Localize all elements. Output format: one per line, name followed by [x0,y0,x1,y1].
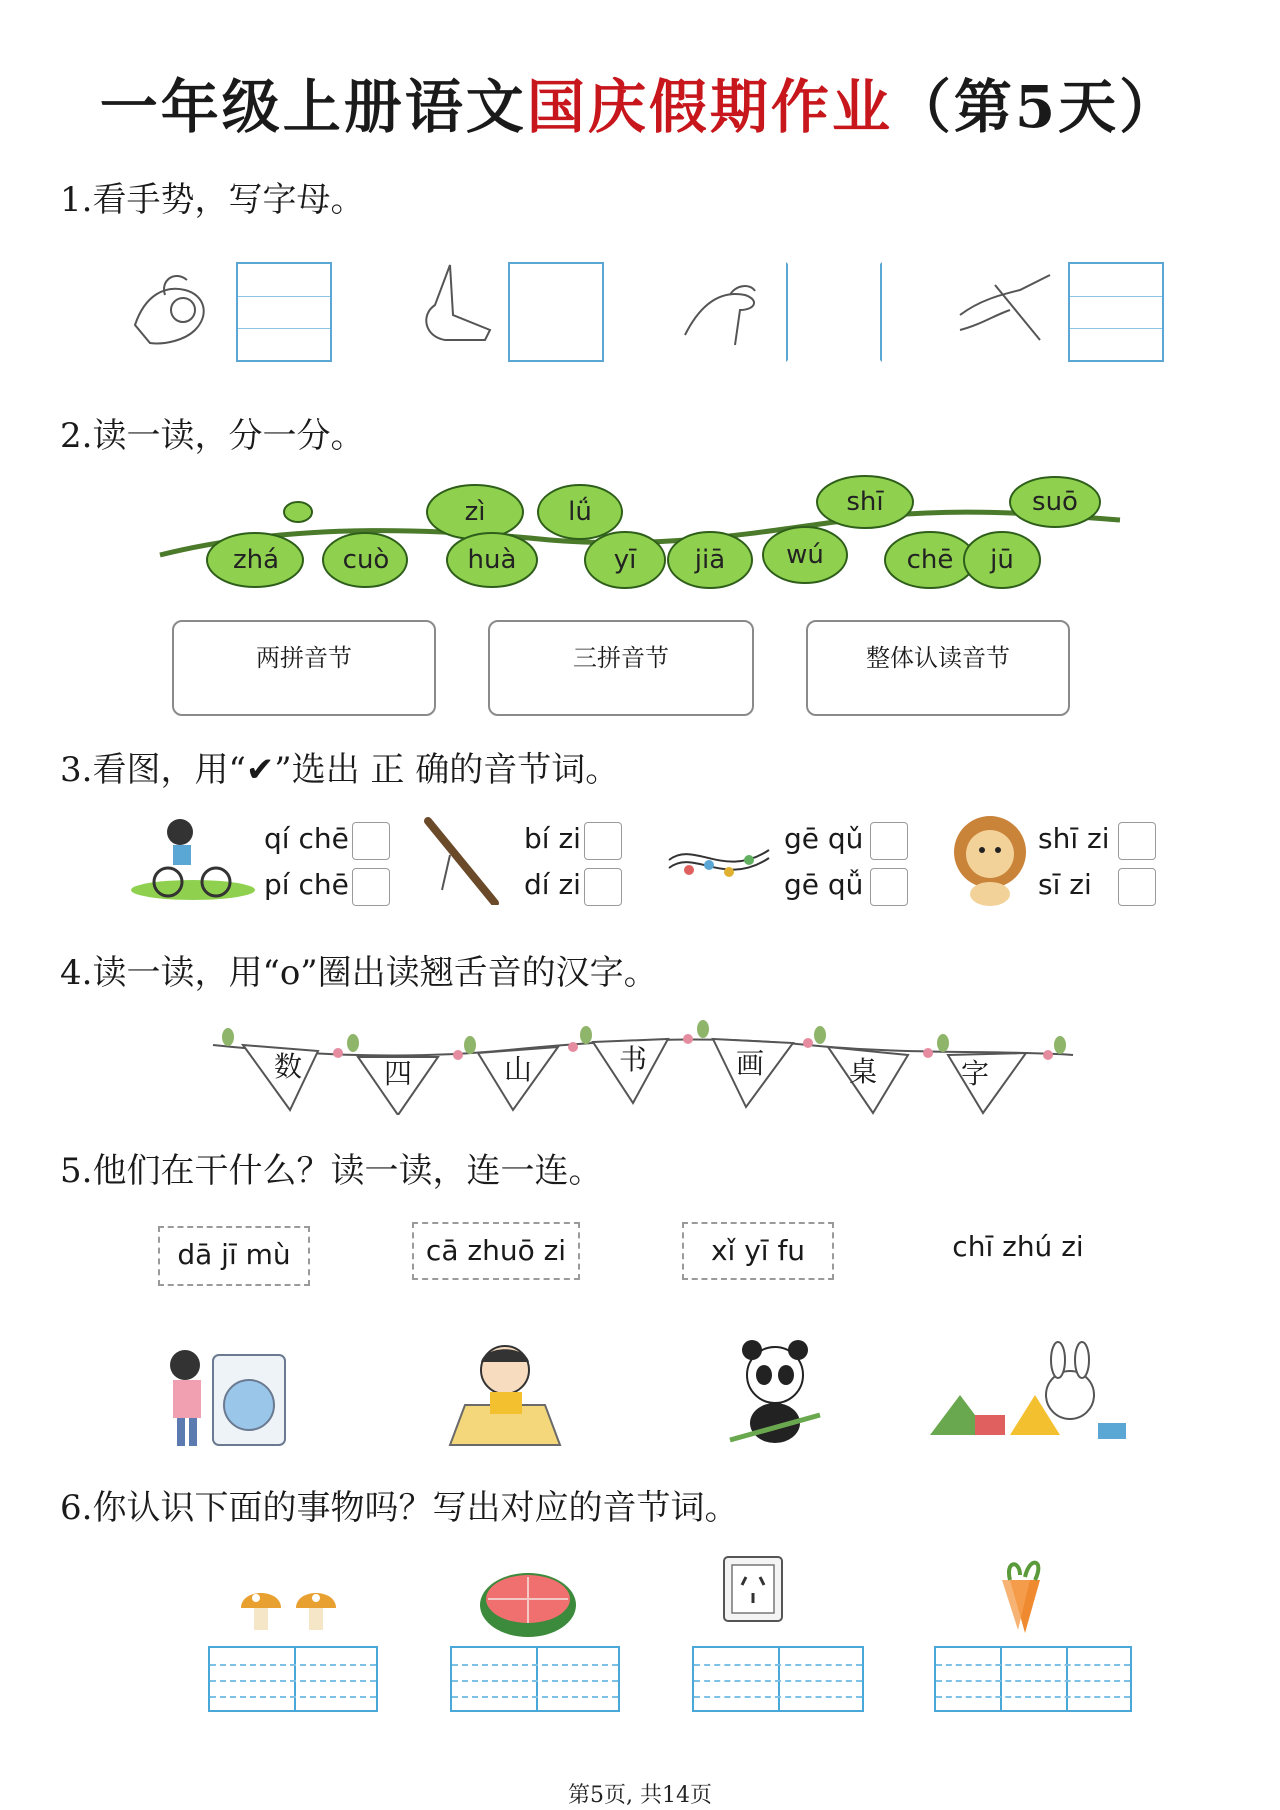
title-highlight: 国庆假期作业 [526,73,893,141]
q1-write-box-2[interactable] [508,262,604,362]
q3-title: 3.看图，用“✔”选出 正 确的音节词。 [60,750,620,790]
syllable-leaf: cuò [342,545,390,575]
hand-c-icon [675,255,775,355]
syllable-leaf: jū [990,545,1014,575]
checkbox[interactable] [352,822,390,860]
flag-char[interactable]: 画 [735,1047,764,1080]
lion-icon [945,812,1035,907]
rabbit-blocks-icon [920,1335,1130,1450]
option-text: sī zi [1038,868,1092,901]
bicycle-rider-icon [128,812,258,902]
syllable-leaf: shī [846,487,884,517]
phrase-box[interactable]: xǐ yī fu [682,1222,834,1280]
checkbox[interactable] [352,868,390,906]
write-grid[interactable] [692,1646,864,1712]
q1-title: 1.看手势，写字母。 [60,180,365,220]
phrase-box[interactable]: chī zhú zi [938,1218,1098,1276]
syllable-leaf: zhá [232,545,280,575]
washing-clothes-icon [155,1340,290,1450]
syllable-leaf: chē [906,545,954,575]
checkbox[interactable] [870,868,908,906]
option-text: bí zi [524,822,581,855]
syllable-leaf: suō [1032,487,1078,517]
flag-char[interactable]: 书 [618,1043,647,1076]
q5-title: 5.他们在干什么？读一读，连一连。 [60,1151,603,1191]
q1-write-box-4[interactable] [1068,262,1164,362]
flag-char[interactable]: 山 [503,1053,532,1086]
hand-l-icon [405,255,505,355]
write-grid[interactable] [208,1646,378,1712]
sort-box-whole[interactable]: 整体认读音节 [806,620,1070,716]
option-text: dí zi [524,868,581,901]
flag-char[interactable]: 字 [960,1057,989,1090]
option-text: pí chē [264,868,349,901]
flag-char[interactable]: 数 [273,1050,302,1083]
syllable-leaf: huà [467,545,517,575]
sort-box-three-part[interactable]: 三拼音节 [488,620,754,716]
option-text: shī zi [1038,822,1110,855]
checkbox[interactable] [584,868,622,906]
syllable-leaf: yī [613,545,637,575]
title-suffix: （第5天） [892,73,1181,141]
checkbox[interactable] [584,822,622,860]
syllable-leaf: zì [464,497,486,527]
page-footer: 第5页, 共14页 [568,1783,712,1808]
write-grid[interactable] [450,1646,620,1712]
syllable-leaf: wú [786,540,824,570]
hand-x-icon [950,255,1060,355]
checkbox[interactable] [870,822,908,860]
music-notes-icon [664,830,774,890]
syllable-leaf: jiā [694,545,726,575]
q4-title: 4.读一读，用“o”圈出读翘舌音的汉字。 [60,953,658,993]
carrot-icon [990,1555,1060,1635]
flag-char[interactable]: 桌 [848,1055,877,1088]
sort-box-two-part[interactable]: 两拼音节 [172,620,436,716]
checkbox[interactable] [1118,868,1156,906]
phrase-box[interactable]: cā zhuō zi [412,1222,580,1280]
option-text: gē qǔ [784,822,864,855]
q2-title: 2.读一读，分一分。 [60,416,365,456]
flag-char[interactable]: 四 [383,1057,412,1090]
option-text: gē qǚ [784,868,864,901]
socket-icon [722,1555,784,1625]
title-prefix: 一年级上册语文 [99,73,527,141]
syllable-leaf: lǘ [568,497,592,527]
option-text: qí chē [264,822,349,855]
vine-branch-icon [150,460,1130,600]
write-grid[interactable] [934,1646,1132,1712]
flute-icon [420,815,500,905]
wiping-table-icon [435,1340,575,1450]
panda-bamboo-icon [720,1335,830,1450]
hand-o-icon [125,255,225,355]
q1-write-box-3[interactable] [786,262,882,362]
mushroom-icon [236,1578,346,1638]
phrase-box[interactable]: dā jī mù [158,1226,310,1286]
page-title [0,60,1280,144]
watermelon-icon [478,1565,578,1640]
checkbox[interactable] [1118,822,1156,860]
q6-title: 6.你认识下面的事物吗？写出对应的音节词。 [60,1488,739,1528]
q1-write-box-1[interactable] [236,262,332,362]
